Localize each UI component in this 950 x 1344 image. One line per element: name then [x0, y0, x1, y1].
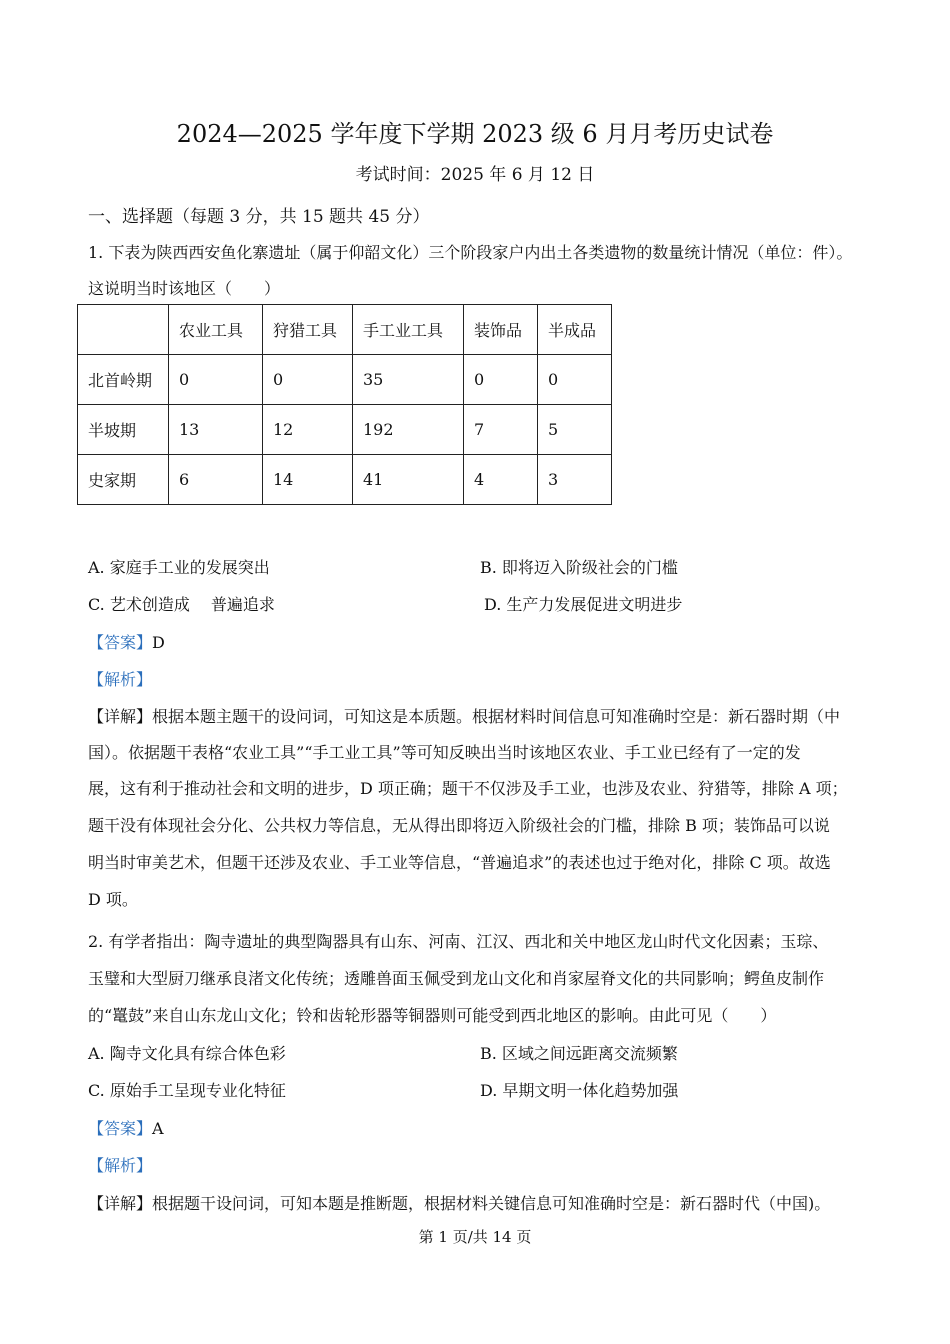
- q2-option-a: A. 陶寺文化具有综合体色彩: [88, 1044, 286, 1063]
- table-header-row: [78, 305, 612, 355]
- q1-answer: [88, 630, 165, 653]
- q2-stem-line: 的“鼍鼓”来自山东龙山文化；铃和齿轮形器等铜器则可能受到西北地区的影响。由此可见（ ）: [88, 1006, 777, 1025]
- q1-detail-line: D 项。: [88, 890, 138, 909]
- detail-text: 根据题干设问词，可知本题是推断题，根据材料关键信息可知准确时空是：新石器时代（中国)。: [152, 1194, 831, 1213]
- table-header-cell: 装饰品: [464, 305, 538, 355]
- table-cell: 3: [538, 455, 612, 505]
- table-header-cell: 农业工具: [169, 305, 263, 355]
- table-cell: 史家期: [78, 455, 169, 505]
- table-cell: 0: [538, 355, 612, 405]
- table-cell: 13: [169, 405, 263, 455]
- q1-detail-line: 明当时审美艺术，但题干还涉及农业、手工业等信息，“普遍追求”的表述也过于绝对化，排除 C 项。故选: [88, 853, 831, 872]
- detail-label: 【详解】: [88, 1194, 153, 1213]
- table-cell: 7: [464, 405, 538, 455]
- q2-stem-line: 玉璧和大型厨刀继承良渚文化传统；透雕兽面玉佩受到龙山文化和肖家屋脊文化的共同影响；鳄鱼皮制作: [88, 969, 825, 988]
- answer-value: D: [152, 633, 165, 652]
- table-cell: 12: [263, 405, 353, 455]
- table-cell: 0: [169, 355, 263, 405]
- q2-answer: [88, 1116, 164, 1139]
- section-heading: 一、选择题（每题 3 分，共 15 题共 45 分）: [88, 207, 430, 227]
- table-cell: 41: [353, 455, 464, 505]
- table-cell: 0: [263, 355, 353, 405]
- q2-analysis-label: 【解析】: [88, 1156, 153, 1175]
- q1-detail-line: 题干没有体现社会分化、公共权力等信息，无从得出即将迈入阶级社会的门槛，排除 B 项；装饰品可以说: [88, 816, 830, 835]
- q1-option-d: D. 生产力发展促进文明进步: [484, 595, 683, 614]
- page-number: 第 1 页/共 14 页: [418, 1228, 532, 1246]
- page-title: 2024—2025 学年度下学期 2023 级 6 月月考历史试卷: [176, 120, 774, 148]
- q1-option-a: A. 家庭手工业的发展突出: [88, 558, 270, 577]
- table-cell: 6: [169, 455, 263, 505]
- q1-option-b: B. 即将迈入阶级社会的门槛: [480, 558, 678, 577]
- q1-detail-line: 展，这有利于推动社会和文明的进步，D 项正确；题干不仅涉及手工业，也涉及农业、狩猎等，排除 A 项；: [88, 779, 848, 798]
- table-cell: 14: [263, 455, 353, 505]
- q2-option-d: D. 早期文明一体化趋势加强: [480, 1081, 679, 1100]
- q1-stem-line2: 这说明当时该地区（ ）: [88, 279, 281, 298]
- table-cell: 192: [353, 405, 464, 455]
- q2-stem-line: 2. 有学者指出：陶寺遗址的典型陶器具有山东、河南、江汉、西北和关中地区龙山时代文化因素；玉琮、: [88, 932, 829, 951]
- q1-detail-line: 国）。依据题干表格“农业工具”“手工业工具”等可知反映出当时该地区农业、手工业已经有了一定的发: [88, 743, 801, 762]
- table-cell: 5: [538, 405, 612, 455]
- table-cell: 35: [353, 355, 464, 405]
- q1-option-c: C. 艺术创造成 普遍追求: [88, 595, 275, 614]
- q1-stem-line1: 1. 下表为陕西西安鱼化寨遗址（属于仰韶文化）三个阶段家户内出土各类遗物的数量统计情况（单位：件）。: [88, 243, 853, 262]
- exam-time: 考试时间：2025 年 6 月 12 日: [355, 165, 595, 185]
- table-cell: 半坡期: [78, 405, 169, 455]
- q2-option-c: C. 原始手工呈现专业化特征: [88, 1081, 286, 1100]
- q2-option-b: B. 区域之间远距离交流频繁: [480, 1044, 678, 1063]
- table-row: [78, 455, 612, 505]
- q1-data-table: [77, 304, 612, 505]
- table-cell: 4: [464, 455, 538, 505]
- q2-detail-line: [88, 1191, 830, 1214]
- answer-label: 【答案】: [88, 1119, 153, 1138]
- table-cell: 北首岭期: [78, 355, 169, 405]
- detail-text: 根据本题主题干的设问词，可知这是本质题。根据材料时间信息可知准确时空是：新石器时期（中: [152, 707, 841, 726]
- table-row: [78, 405, 612, 455]
- table-cell: 0: [464, 355, 538, 405]
- table-header-cell: [78, 305, 169, 355]
- table-header-cell: 半成品: [538, 305, 612, 355]
- table-header-cell: 手工业工具: [353, 305, 464, 355]
- q1-detail-line: [88, 704, 840, 727]
- table-header-cell: 狩猎工具: [263, 305, 353, 355]
- detail-label: 【详解】: [88, 707, 153, 726]
- q1-analysis-label: 【解析】: [88, 670, 153, 689]
- table-row: [78, 355, 612, 405]
- answer-label: 【答案】: [88, 633, 153, 652]
- answer-value: A: [152, 1119, 164, 1138]
